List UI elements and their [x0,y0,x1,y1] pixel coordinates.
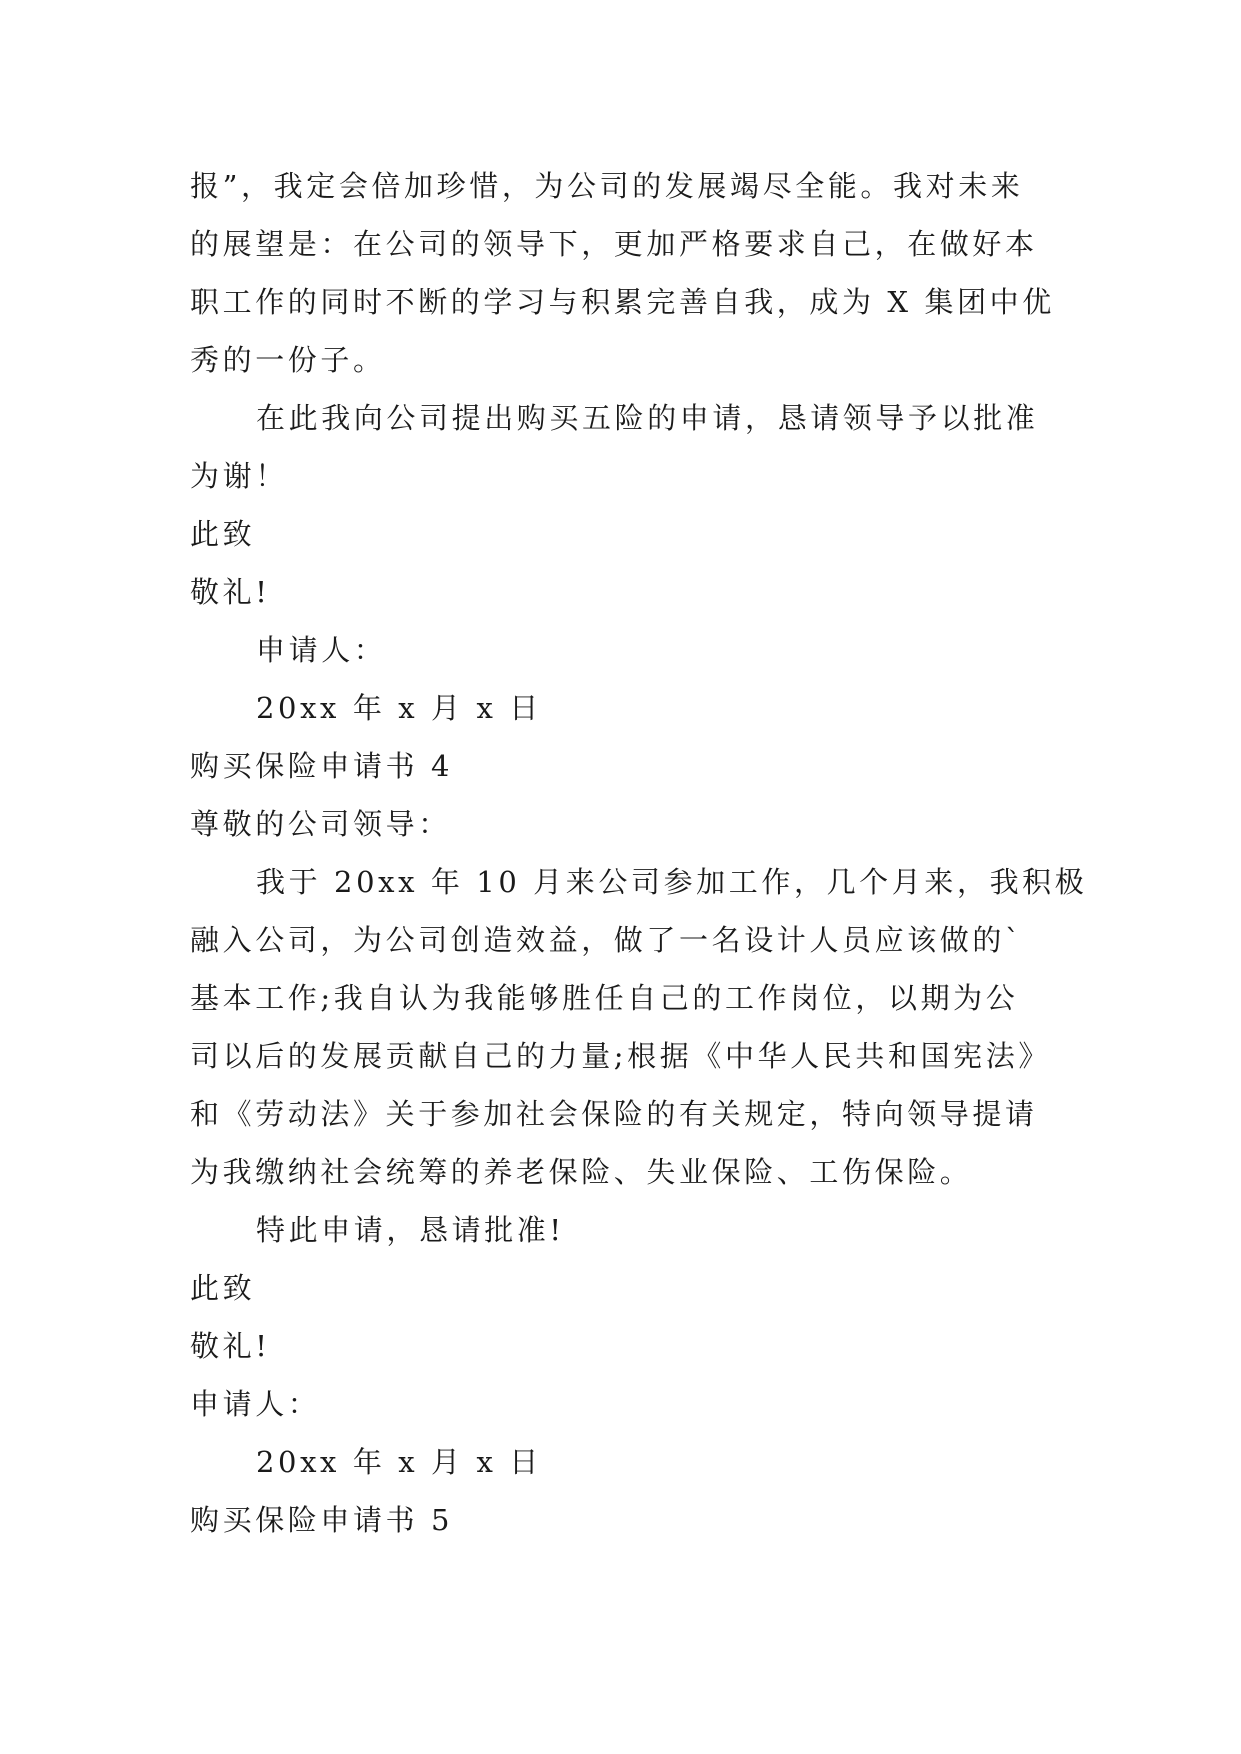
closing-line: 此致 [190,1271,256,1305]
applicant-label: 申请人： [190,1387,321,1421]
paragraph-line: 报”，我定会倍加珍惜，为公司的发展竭尽全能。我对未来 [190,169,1024,203]
date-line: 20xx 年 x 月 x 日 [256,691,542,725]
paragraph-line: 我于 20xx 年 10 月来公司参加工作，几个月来，我积极 [256,865,1088,899]
closing-salutation: 敬礼! [190,1329,271,1363]
section-title: 购买保险申请书 4 [190,749,454,783]
request-line: 特此申请，恳请批准! [256,1213,565,1247]
greeting: 尊敬的公司领导： [190,807,451,841]
paragraph-line: 秀的一份子。 [190,343,386,377]
paragraph-line: 基本工作;我自认为我能够胜任自己的工作岗位，以期为公 [190,981,1019,1015]
applicant-label: 申请人： [256,633,387,667]
paragraph-line: 和《劳动法》关于参加社会保险的有关规定，特向领导提请 [190,1097,1038,1131]
paragraph-line: 为我缴纳社会统筹的养老保险、失业保险、工伤保险。 [190,1155,973,1189]
paragraph-line: 司以后的发展贡献自己的力量;根据《中华人民共和国宪法》 [190,1039,1051,1073]
paragraph-line: 在此我向公司提出购买五险的申请，恳请领导予以批准 [256,401,1039,435]
closing-line: 此致 [190,517,256,551]
date-line: 20xx 年 x 月 x 日 [256,1445,542,1479]
paragraph-line: 融入公司，为公司创造效益，做了一名设计人员应该做的` [190,923,1024,957]
paragraph-line: 职工作的同时不断的学习与积累完善自我，成为 X 集团中优 [190,285,1055,319]
paragraph-line: 的展望是：在公司的领导下，更加严格要求自己，在做好本 [190,227,1038,261]
closing-salutation: 敬礼! [190,575,271,609]
section-title: 购买保险申请书 5 [190,1503,454,1537]
paragraph-line: 为谢！ [190,459,288,493]
